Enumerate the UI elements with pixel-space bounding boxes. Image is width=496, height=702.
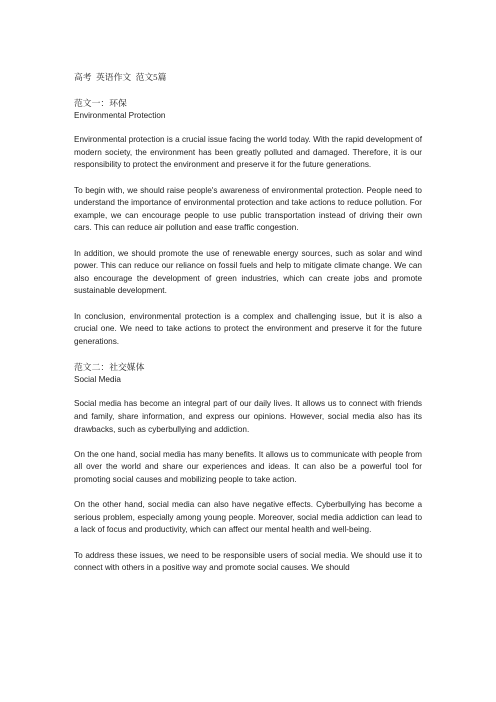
paragraph: Social media has become an integral part of our daily lives. It allows us to connect with friends and family, share information, and express our opinions. However, social media also has its drawbacks, such as cyberbullying and addiction.: [74, 399, 422, 434]
document-title: 高考 英语作文 范文5篇: [74, 72, 167, 82]
section-heading: 范文一：环保: [74, 97, 127, 108]
paragraph: Environmental protection is a crucial issue facing the world today. With the rapid development of modern society, the environment has been greatly polluted and damaged. Therefore, it is our responsibility to protect the environment and preserve it for the future generations.: [74, 135, 422, 170]
paragraph: In conclusion, environmental protection is a complex and challenging issue, but it is also a crucial one. We need to take actions to protect the environment and preserve it for the future generations.: [74, 311, 422, 346]
paragraph: On the one hand, social media has many benefits. It allows us to communicate with people from all over the world and share our experiences and ideas. It can also be a powerful tool for promoting social causes and mobilizing people to take action.: [74, 449, 422, 485]
paragraph: To begin with, we should raise people's awareness of environmental protection. People need to understand the importance of environmental protection and take actions to reduce pollution. For example, we can encourage people to use public transportation instead of driving their own cars. This can reduce air pollution and ease traffic congestion.: [74, 185, 422, 233]
section-subtitle: Environmental Protection: [74, 110, 166, 120]
section-subtitle: Social Media: [74, 374, 121, 384]
essay-section-social-media: [74, 361, 422, 575]
paragraph: On the other hand, social media can also have negative effects. Cyberbullying has become a serious problem, especially among young people. Moreover, social media addiction can lead to a lack of focus and productivity, which can affect our mental health and well-being.: [74, 500, 422, 535]
paragraph: To address these issues, we need to be responsible users of social media. We should use it to connect with others in a positive way and promote social causes. We should: [74, 550, 422, 573]
paragraph: In addition, we should promote the use of renewable energy sources, such as solar and wind power. This can reduce our reliance on fossil fuels and help to mitigate climate change. We can also encourage the development of green industries, which can create jobs and promote sustainable development.: [74, 248, 422, 296]
essay-section-environment: [74, 97, 422, 349]
section-heading: 范文二：社交媒体: [74, 361, 145, 372]
